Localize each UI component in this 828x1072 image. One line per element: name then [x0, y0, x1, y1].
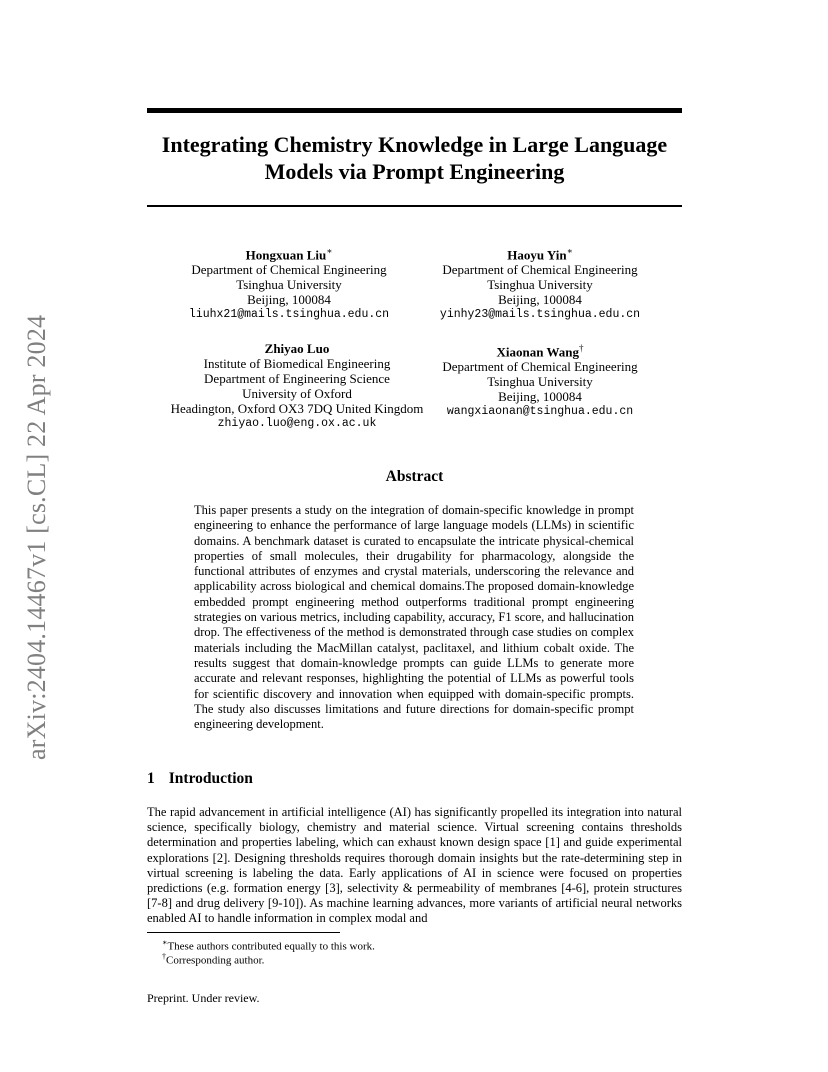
author-affiliation: Beijing, 100084	[498, 292, 582, 308]
author-affiliation: Tsinghua University	[487, 374, 593, 390]
author-name: Xiaonan Wang	[496, 344, 579, 360]
abstract-text: This paper presents a study on the integration of domain-specific knowledge in prompt engineering to enhance the performance of large language models (LLMs) in scientific domains. A benchmark dataset is curated to encapsulate the intricate physical-chemical properties of small molecules, their drugability for pharmacology, alongside the functional attributes of enzymes and crystal materials, underscoring the relevance and applicability across biological and chemical domains.The proposed domain-knowledge embedded prompt engineering method outperforms traditional prompt engineering strategies on various metrics, including capability, accuracy, F1 score, and hallucination drop. The effectiveness of the method is demonstrated through case studies on complex materials including the MacMillan catalyst, paclitaxel, and lithium cobalt oxide. The results suggest that domain-knowledge prompts can guide LLMs to generate more accurate and relevant responses, highlighting the potential of LLMs as powerful tools for scientific discovery and innovation when equipped with domain-specific prompts. The study also discusses limitations and future directions for domain-specific prompt engineering development.	[194, 503, 634, 732]
author-mark: ∗	[566, 246, 573, 256]
author-affiliation: Headington, Oxford OX3 7DQ United Kingdom	[170, 401, 424, 416]
author-email: zhiyao.luo@eng.ox.ac.uk	[217, 417, 377, 430]
author-affiliation: Department of Engineering Science	[204, 371, 390, 386]
author-affiliation: Department of Chemical Engineering	[442, 262, 638, 278]
introduction-text: The rapid advancement in artificial intelligence (AI) has significantly propelled its integration into natural science, specifically biology, chemistry and material science. Virtual screening contains thresholds determination and properties labeling, which can exhaust known design space [1] and guide experimental explorations [2]. Designing thresholds requires thorough domain insights but the rate-determining step in virtual screening is labeling the data. Early applications of AI in science were focused on properties predictions (e.g. formation energy [3], selectivity & permeability of membranes [4-6], protein structures [7-8] and drug delivery [9-10]). As machine learning advances, more variants of artificial neural networks enabled AI to handle information in complex modal and	[147, 805, 682, 926]
footnote-rule	[147, 932, 340, 933]
title-top-rule	[147, 108, 682, 113]
author-block-1	[167, 244, 411, 322]
author-name: Hongxuan Liu	[245, 247, 327, 263]
footnote-text: These authors contributed equally to this work.	[167, 940, 375, 953]
author-block-3	[147, 341, 447, 431]
author-name: Haoyu Yin	[507, 247, 567, 263]
author-affiliation: Department of Chemical Engineering	[191, 262, 387, 278]
author-affiliation: Department of Chemical Engineering	[442, 359, 638, 375]
title-bottom-rule	[147, 205, 682, 207]
footnote-mark: ∗	[162, 938, 168, 947]
arxiv-identifier-stamp: arXiv:2404.14467v1 [cs.CL] 22 Apr 2024	[22, 314, 51, 760]
author-email: yinhy23@mails.tsinghua.edu.cn	[439, 308, 641, 322]
section-title: Introduction	[168, 770, 253, 787]
footnote-text: Corresponding author.	[166, 954, 265, 967]
author-block-2	[418, 244, 662, 322]
paper-title: Integrating Chemistry Knowledge in Large Language Models via Prompt Engineering	[161, 132, 668, 184]
author-affiliation: Beijing, 100084	[247, 292, 331, 308]
author-block-4	[440, 341, 640, 419]
author-email: wangxiaonan@tsinghua.edu.cn	[446, 405, 634, 419]
author-mark: †	[579, 343, 584, 353]
preprint-footer: Preprint. Under review.	[147, 991, 260, 1005]
author-mark: ∗	[326, 246, 333, 256]
author-name: Zhiyao Luo	[264, 341, 330, 356]
footnote-corresponding-author	[162, 950, 264, 968]
author-email: liuhx21@mails.tsinghua.edu.cn	[188, 308, 390, 322]
author-affiliation: Institute of Biomedical Engineering	[203, 356, 391, 371]
author-affiliation: Beijing, 100084	[498, 389, 582, 405]
footnote-mark: †	[162, 952, 166, 961]
section-number: 1	[147, 770, 155, 787]
author-affiliation: Tsinghua University	[487, 277, 593, 293]
abstract-heading: Abstract	[385, 468, 444, 485]
section-heading-introduction	[147, 770, 253, 788]
author-affiliation: University of Oxford	[242, 386, 352, 401]
author-affiliation: Tsinghua University	[236, 277, 342, 293]
